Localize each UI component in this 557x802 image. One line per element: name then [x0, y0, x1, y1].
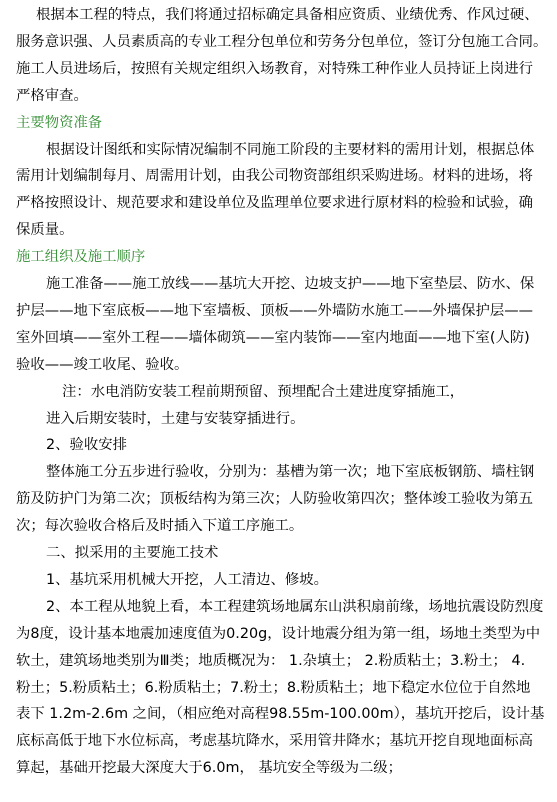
section-heading: 施工组织及施工顺序	[16, 249, 146, 266]
paragraph-line: 底标高低于地下水位标高，考虑基坑降水，采用管井降水；基坑开挖自现地面标高	[16, 733, 533, 750]
paragraph-line: 严格按照设计、规范要求和建设单位及监理单位要求进行原材料的检验和试验，确	[16, 195, 533, 212]
paragraph-line: 为8度，设计基本地震加速度值为0.20g，设计地震分组为第一组，场地土类型为中	[16, 625, 541, 642]
paragraph-line: 保质量。	[16, 222, 74, 239]
paragraph-line: 根据设计图纸和实际情况编制不同施工阶段的主要材料的需用计划，根据总体	[46, 141, 535, 158]
paragraph-line: 软土，建筑场地类别为Ⅲ类；地质概况为： 1.杂填土； 2.粉质粘土；3.粉土； 4.	[16, 652, 526, 669]
paragraph-line: 二、拟采用的主要施工技术	[46, 545, 219, 561]
paragraph-line: 进入后期安装时，土建与安装穿插进行。	[46, 410, 305, 427]
paragraph-line: 护层——地下室底板——地下室墙板、顶板——外墙防水施工——外墙保护层——	[16, 302, 533, 319]
paragraph-line: 服务意识强、人员素质高的专业工程分包单位和劳务分包单位，签订分包施工合同。	[16, 33, 548, 50]
paragraph-line: 表下 1.2m-2.6m 之间，（相应绝对高程98.55m-100.00m），基坑开挖后，设计基	[16, 706, 545, 723]
paragraph-line: 施工人员进场后，按照有关规定组织入场教育，对特殊工种作业人员持证上岗进行	[16, 60, 533, 77]
paragraph-line: 2、验收安排	[46, 437, 127, 454]
paragraph-line: 需用计划编制每月、周需用计划，由我公司物资部组织采购进场。材料的进场，将	[16, 168, 533, 185]
section-heading: 主要物资准备	[16, 114, 103, 131]
paragraph-line: 注：水电消防安装工程前期预留、预埋配合土建进度穿插施工，	[62, 383, 465, 400]
paragraph-line: 次；每次验收合格后及时插入下道工序施工。	[16, 518, 304, 535]
paragraph-line: 2、本工程从地貌上看，本工程建筑场地属东山洪积扇前缘，场地抗震设防烈度	[46, 598, 544, 615]
paragraph-line: 整体施工分五步进行验收，分别为：基槽为第一次；地下室底板钢筋、墙柱钢	[46, 464, 535, 481]
paragraph-line: 粉土；5.粉质粘土；6.粉质粘土；7.粉土；8.粉质粘土；地下稳定水位位于自然地	[16, 679, 531, 696]
paragraph-line: 验收——竣工收尾、验收。	[16, 356, 189, 373]
paragraph-line: 根据本工程的特点，我们将通过招标确定具备相应资质、业绩优秀、作风过硬、	[36, 7, 539, 23]
paragraph-line: 1、基坑采用机械大开挖，人工清边、修坡。	[46, 571, 328, 588]
paragraph-line: 算起，基础开挖最大深度大于6.0m， 基坑安全等级为二级；	[16, 760, 403, 777]
paragraph-line: 严格审查。	[16, 87, 88, 104]
paragraph-line: 筋及防护门为第二次；顶板结构为第三次；人防验收第四次；整体竣工验收为第五	[16, 491, 533, 508]
paragraph-line: 室外回填——室外工程——墙体砌筑——室内装饰——室内地面——地下室(人防)	[16, 329, 530, 346]
paragraph-line: 施工准备——施工放线——基坑大开挖、边坡支护——地下室垫层、防水、保	[46, 276, 535, 292]
